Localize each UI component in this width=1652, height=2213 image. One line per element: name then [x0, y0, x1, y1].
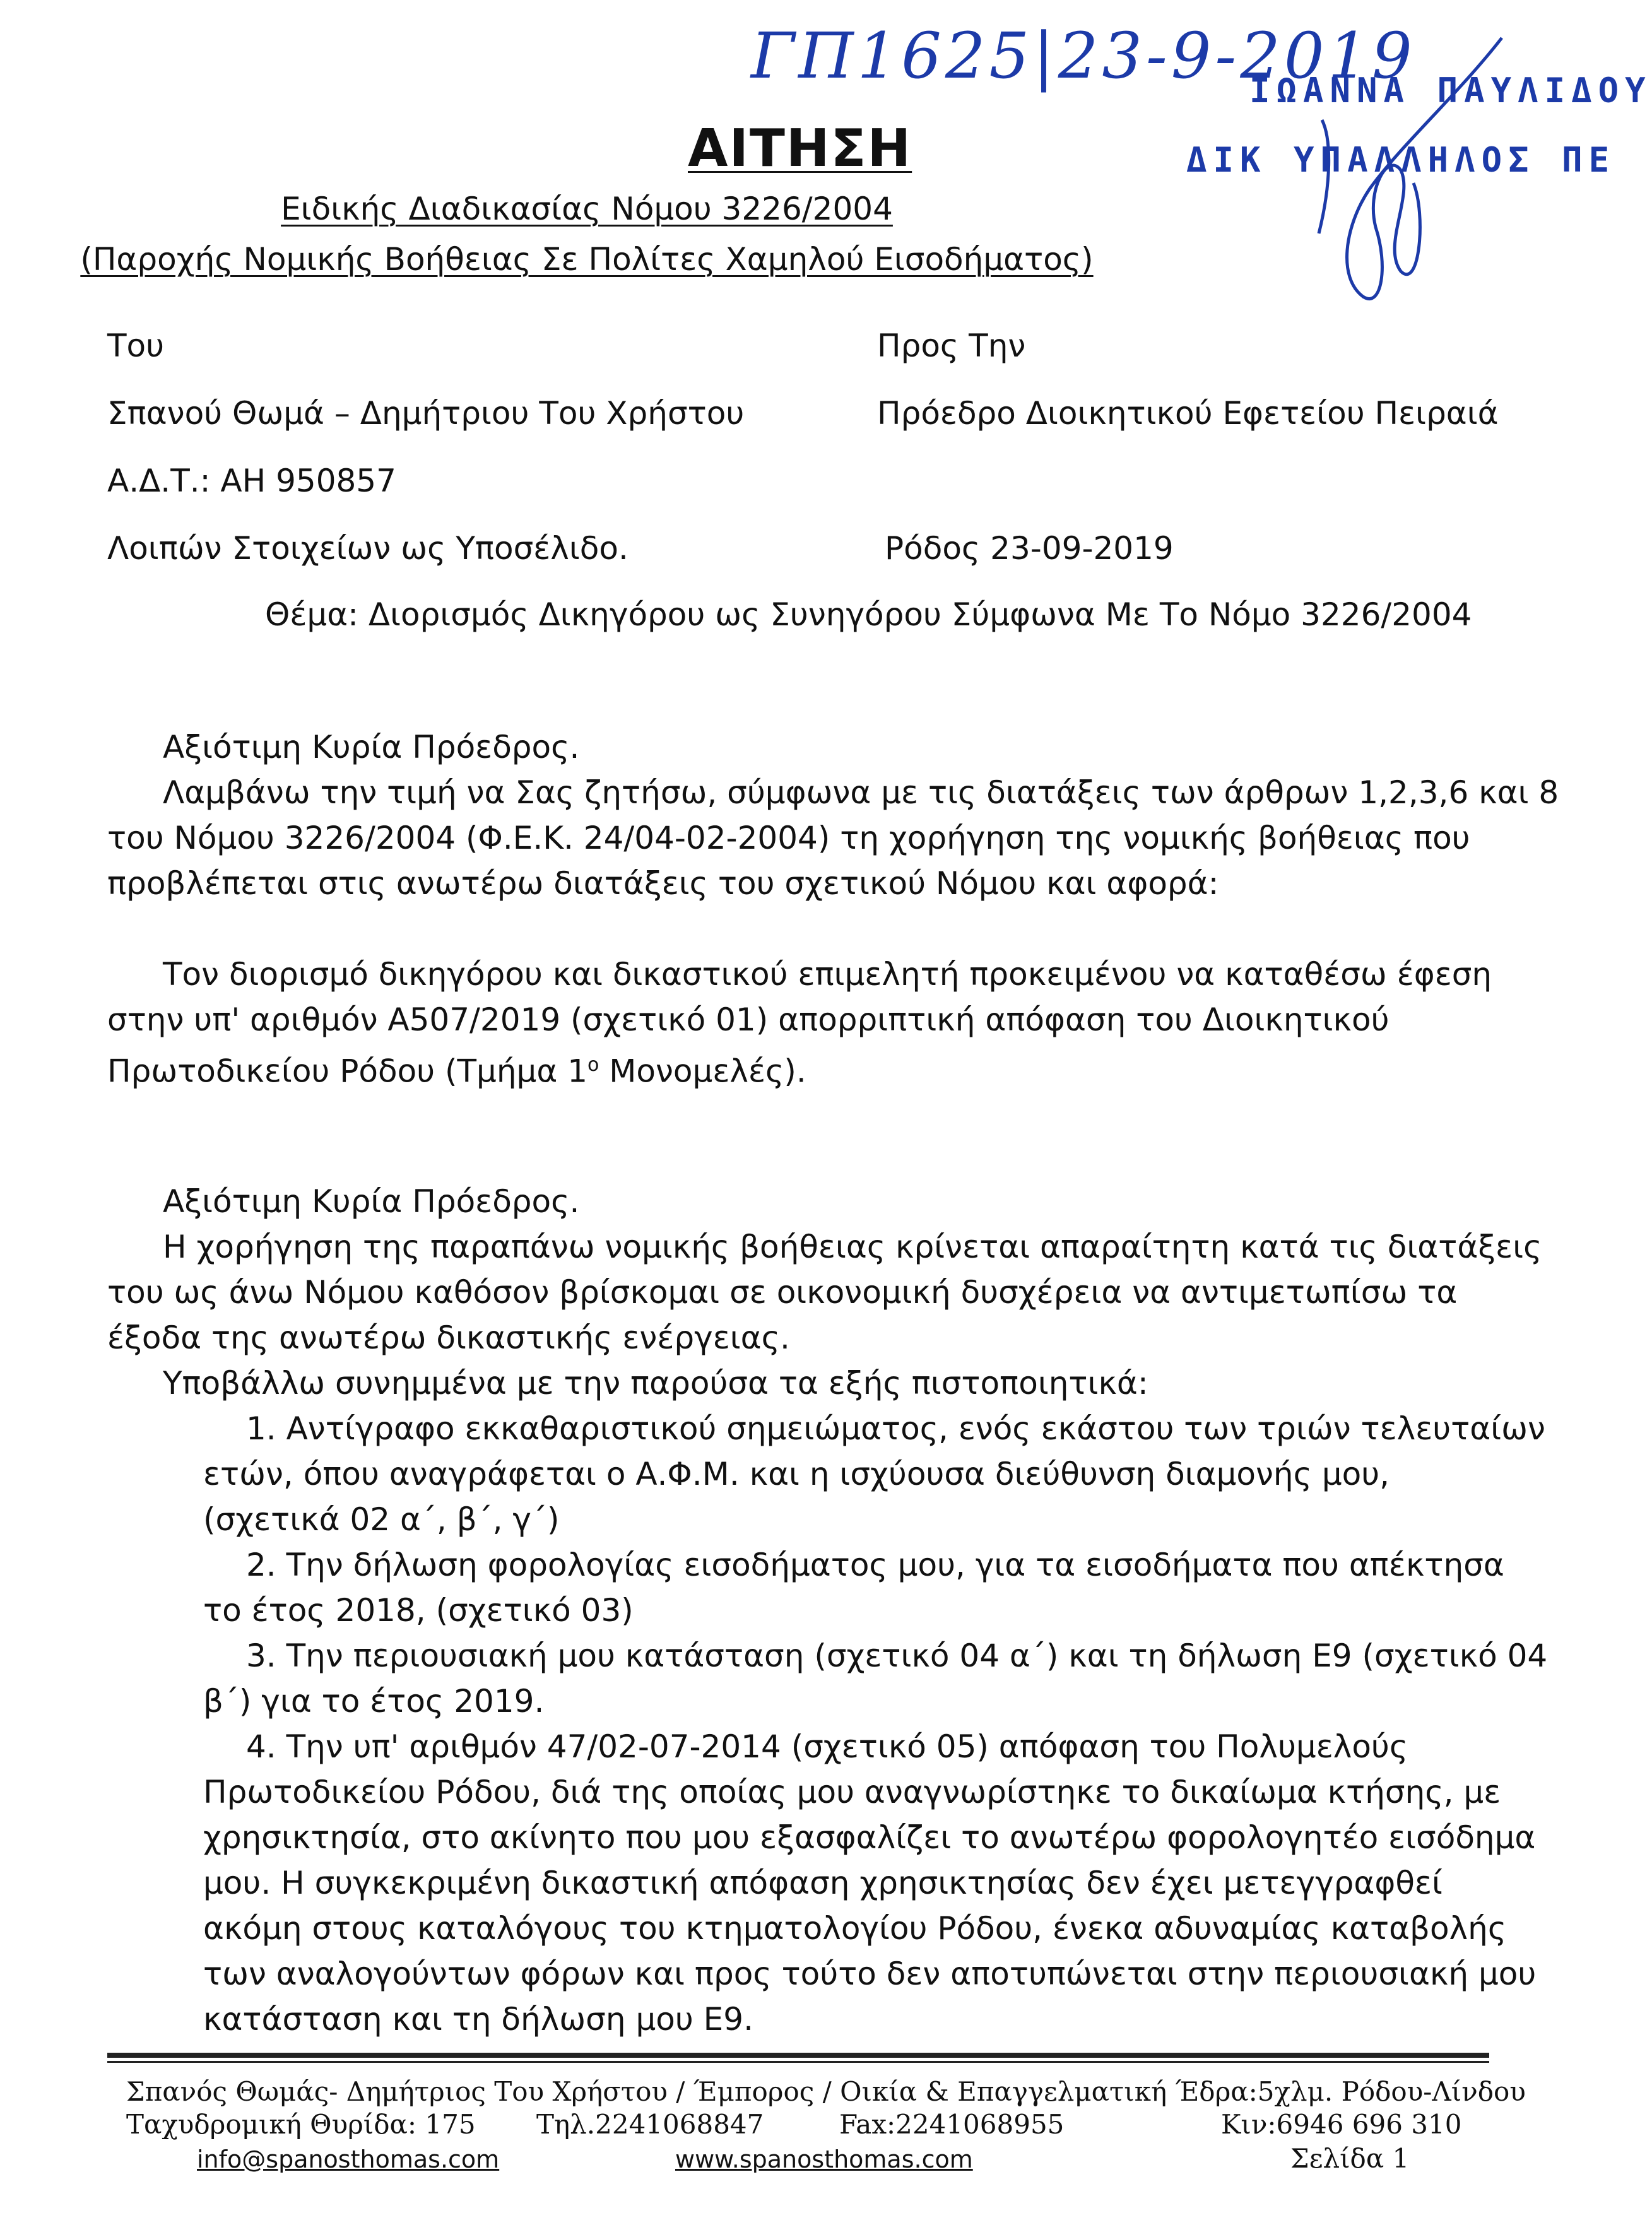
- paragraph-line: Τον διορισμό δικηγόρου και δικαστικού επιμελητή προκειμένου να καταθέσω έφεση: [163, 956, 1492, 993]
- footer-po-box: Ταχυδρομική Θυρίδα: 175: [126, 2109, 476, 2140]
- paragraph-line: στην υπ' αριθμόν Α507/2019 (σχετικό 01) απορριπτική απόφαση του Διοικητικού: [107, 1001, 1389, 1038]
- list-item: 1. Αντίγραφο εκκαθαριστικού σημειώματος, ενός εκάστου των τριών τελευταίων ετών, όπου αναγράφεται ο Α.Φ.Μ. και η ισχύουσα διεύθυνση διαμονής μου, (σχετικά 02 α΄, β΄, γ΄): [203, 1410, 1545, 1538]
- document-date: Ρόδος 23-09-2019: [885, 530, 1174, 567]
- list-item: 3. Την περιουσιακή μου κατάσταση (σχετικό 04 α΄) και τη δήλωση Ε9 (σχετικό 04 β΄) για το έτος 2019.: [203, 1638, 1548, 1720]
- salutation-first: Αξιότιμη Κυρία Πρόεδρος.: [163, 729, 580, 765]
- paragraph-line: Η χορήγηση της παραπάνω νομικής βοήθειας κρίνεται απαραίτητη κατά τις διατάξεις: [163, 1229, 1542, 1265]
- list-item: 2. Την δήλωση φορολογίας εισοδήματος μου, για τα εισοδήματα που απέκτησα το έτος 2018, (σχετικό 03): [203, 1547, 1504, 1629]
- paragraph-request: [107, 770, 1559, 906]
- footer-address: Σπανός Θωμάς- Δημήτριος Του Χρήστου / Έμπορος / Οικία & Επαγγελματική Έδρα:5χλμ. Ρόδου-Λίνδου: [126, 2076, 1526, 2107]
- footer-mobile: Κιν:6946 696 310: [1221, 2109, 1462, 2140]
- sender-to-label: Του: [107, 328, 165, 364]
- recipient-block: [877, 312, 1499, 582]
- footer-website-wrap: [675, 2143, 973, 2174]
- stamp-title: ΔΙΚ ΥΠΑΛΛΗΛΟΣ ΠΕ: [1186, 140, 1616, 180]
- sender-name: Σπανού Θωμά – Δημήτριου Του Χρήστου: [107, 395, 745, 432]
- subtitle-legal-aid: (Παροχής Νομικής Βοήθειας Σε Πολίτες Χαμηλού Εισοδήματος): [80, 241, 1094, 278]
- paragraph-appointment: [107, 952, 1492, 1094]
- recipient-name: Πρόεδρο Διοικητικού Εφετείου Πειραιά: [877, 395, 1499, 432]
- paragraph-line: Πρωτοδικείου Ρόδου (Τμήμα $1^o$ Μονομελές).: [107, 1053, 806, 1090]
- attachments-list: [203, 1406, 1547, 2042]
- signature-scribble: [1294, 25, 1559, 316]
- paragraph-justification: [107, 1224, 1542, 1406]
- stamp-name: ΙΩΑΝΝΑ ΠΑΥΛΙΔΟΥ: [1249, 71, 1652, 110]
- sender-block: [107, 312, 744, 582]
- footer-divider-thick: [107, 2053, 1489, 2058]
- sender-details-note: Λοιπών Στοιχείων ως Υποσέλιδο.: [107, 530, 628, 567]
- footer-email-link[interactable]: info@spanosthomas.com: [197, 2145, 500, 2173]
- footer-divider-thin: [107, 2061, 1489, 2063]
- footer-fax: Fax:2241068955: [839, 2109, 1065, 2140]
- subject-line: Θέμα: Διορισμός Δικηγόρου ως Συνηγόρου Σύμφωνα Με Το Νόμο 3226/2004: [265, 596, 1472, 633]
- salutation-second: Αξιότιμη Κυρία Πρόεδρος.: [163, 1183, 580, 1220]
- footer-page-number: Σελίδα 1: [1290, 2143, 1410, 2174]
- recipient-to-label: Προς Την: [877, 328, 1026, 364]
- footer-phone: Τηλ.2241068847: [536, 2109, 764, 2140]
- paragraph-line: Λαμβάνω την τιμή να Σας ζητήσω, σύμφωνα με τις διατάξεις των άρθρων 1,2,3,6 και 8: [163, 774, 1559, 811]
- paragraph-line: έξοδα της ανωτέρω δικαστικής ενέργειας.: [107, 1319, 790, 1356]
- paragraph-line: προβλέπεται στις ανωτέρω διατάξεις του σχετικού Νόμου και αφορά:: [107, 865, 1219, 902]
- subtitle-procedure: Ειδικής Διαδικασίας Νόμου 3226/2004: [281, 191, 893, 227]
- footer-website-link[interactable]: www.spanosthomas.com: [675, 2145, 973, 2173]
- sender-id: Α.Δ.Τ.: ΑΗ 950857: [107, 463, 396, 499]
- footer-email-wrap: [197, 2143, 499, 2174]
- paragraph-line: του ως άνω Νόμου καθόσον βρίσκομαι σε οικονομική δυσχέρεια να αντιμετωπίσω τα: [107, 1274, 1458, 1311]
- paragraph-line: Υποβάλλω συνημμένα με την παρούσα τα εξής πιστοποιητικά:: [163, 1365, 1148, 1402]
- paragraph-line: του Νόμου 3226/2004 (Φ.Ε.Κ. 24/04-02-2004) τη χορήγηση της νομικής βοήθειας που: [107, 820, 1470, 856]
- handwritten-reference: ΓΠ1625|23-9-2019: [751, 19, 1416, 93]
- document-title: ΑΙΤΗΣΗ: [688, 119, 912, 179]
- list-item: 4. Την υπ' αριθμόν 47/02-07-2014 (σχετικό 05) απόφαση του Πολυμελούς Πρωτοδικείου Ρόδου, διά της οποίας μου αναγνωρίστηκε το δικαίωμα κτήσης, με χρησικτησία, στο ακίνητο που μου εξασφαλίζει το ανωτέρω φορολογητέο εισόδημα μου. Η συγκεκριμένη δικαστική απόφαση χρησικτησίας δεν έχει μετεγγραφθεί ακόμη στους καταλόγους του κτηματολογίου Ρόδου, ένεκα αδυναμίας καταβολής των αναλογούντων φόρων και προς τούτο δεν αποτυπώνεται στην περιουσιακή μου κατάσταση και τη δήλωση μου Ε9.: [203, 1728, 1537, 2038]
